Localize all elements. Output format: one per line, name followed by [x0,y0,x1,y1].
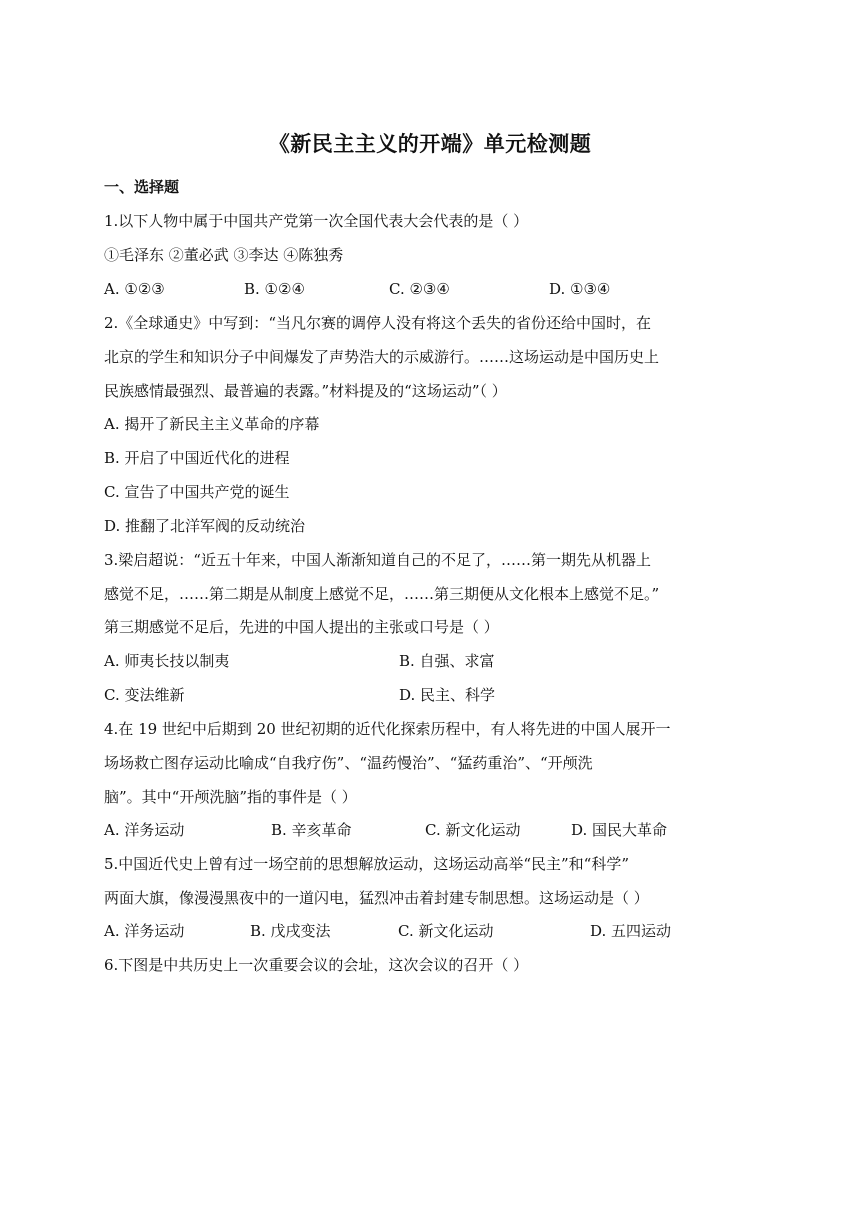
question-4-option-b: B. 辛亥革命 [271,821,352,839]
question-5-option-b: B. 戊戌变法 [250,922,331,940]
question-1-items: ①毛泽东 ②董必武 ③李达 ④陈独秀 [104,246,344,264]
question-3-option-b: B. 自强、求富 [399,652,495,670]
question-2-option-a: A. 揭开了新民主主义革命的序幕 [104,415,320,433]
question-2-option-c: C. 宣告了中国共产党的诞生 [104,483,290,501]
question-3-stem-line-2: 感觉不足，……第二期是从制度上感觉不足，……第三期便从文化根本上感觉不足。” [104,585,660,603]
question-3-stem-line-3: 第三期感觉不足后，先进的中国人提出的主张或口号是（ ） [104,618,499,636]
question-3-option-d: D. 民主、科学 [399,686,496,704]
question-1-stem: 1.以下人物中属于中国共产党第一次全国代表大会代表的是（ ） [104,212,529,230]
question-1-option-d: D. ①③④ [549,280,611,298]
question-4-stem-line-3: 脑”。其中“开颅洗脑”指的事件是（ ） [104,788,357,806]
question-3-stem-line-1: 3.梁启超说：“近五十年来，中国人渐渐知道自己的不足了，……第一期先从机器上 [104,551,651,569]
question-5-option-a: A. 洋务运动 [104,922,185,940]
question-3-option-c: C. 变法维新 [104,686,185,704]
section-heading: 一、选择题 [104,178,180,196]
question-4-stem-line-2: 场场救亡图存运动比喻成“自我疗伤”、“温药慢治”、“猛药重治”、“开颅洗 [104,754,593,772]
question-1-option-c: C. ②③④ [389,280,450,298]
question-5-option-d: D. 五四运动 [590,922,672,940]
question-4-stem-line-1: 4.在 19 世纪中后期到 20 世纪初期的近代化探索历程中，有人将先进的中国人展开一 [104,720,671,738]
question-4-option-c: C. 新文化运动 [425,821,521,839]
question-5-stem-line-2: 两面大旗，像漫漫黑夜中的一道闪电，猛烈冲击着封建专制思想。这场运动是（ ） [104,889,649,907]
question-5-option-c: C. 新文化运动 [398,922,494,940]
question-1-option-b: B. ①②④ [244,280,305,298]
question-1-option-a: A. ①②③ [104,280,165,298]
page-title: 《新民主主义的开端》单元检测题 [268,132,592,156]
question-2-stem-line-1: 2.《全球通史》中写到：“当凡尔赛的调停人没有将这个丢失的省份还给中国时，在 [104,314,651,332]
question-2-option-d: D. 推翻了北洋军阀的反动统治 [104,517,306,535]
question-2-stem-line-2: 北京的学生和知识分子中间爆发了声势浩大的示威游行。……这场运动是中国历史上 [104,348,660,366]
question-4-option-d: D. 国民大革命 [571,821,668,839]
question-2-stem-line-3: 民族感情最强烈、最普遍的表露。”材料提及的“这场运动”（ ） [104,382,507,400]
question-6-stem: 6.下图是中共历史上一次重要会议的会址，这次会议的召开（ ） [104,956,529,974]
question-2-option-b: B. 开启了中国近代化的进程 [104,449,290,467]
question-4-option-a: A. 洋务运动 [104,821,185,839]
question-5-stem-line-1: 5.中国近代史上曾有过一场空前的思想解放运动，这场运动高举“民主”和“科学” [104,855,629,873]
question-3-option-a: A. 师夷长技以制夷 [104,652,230,670]
